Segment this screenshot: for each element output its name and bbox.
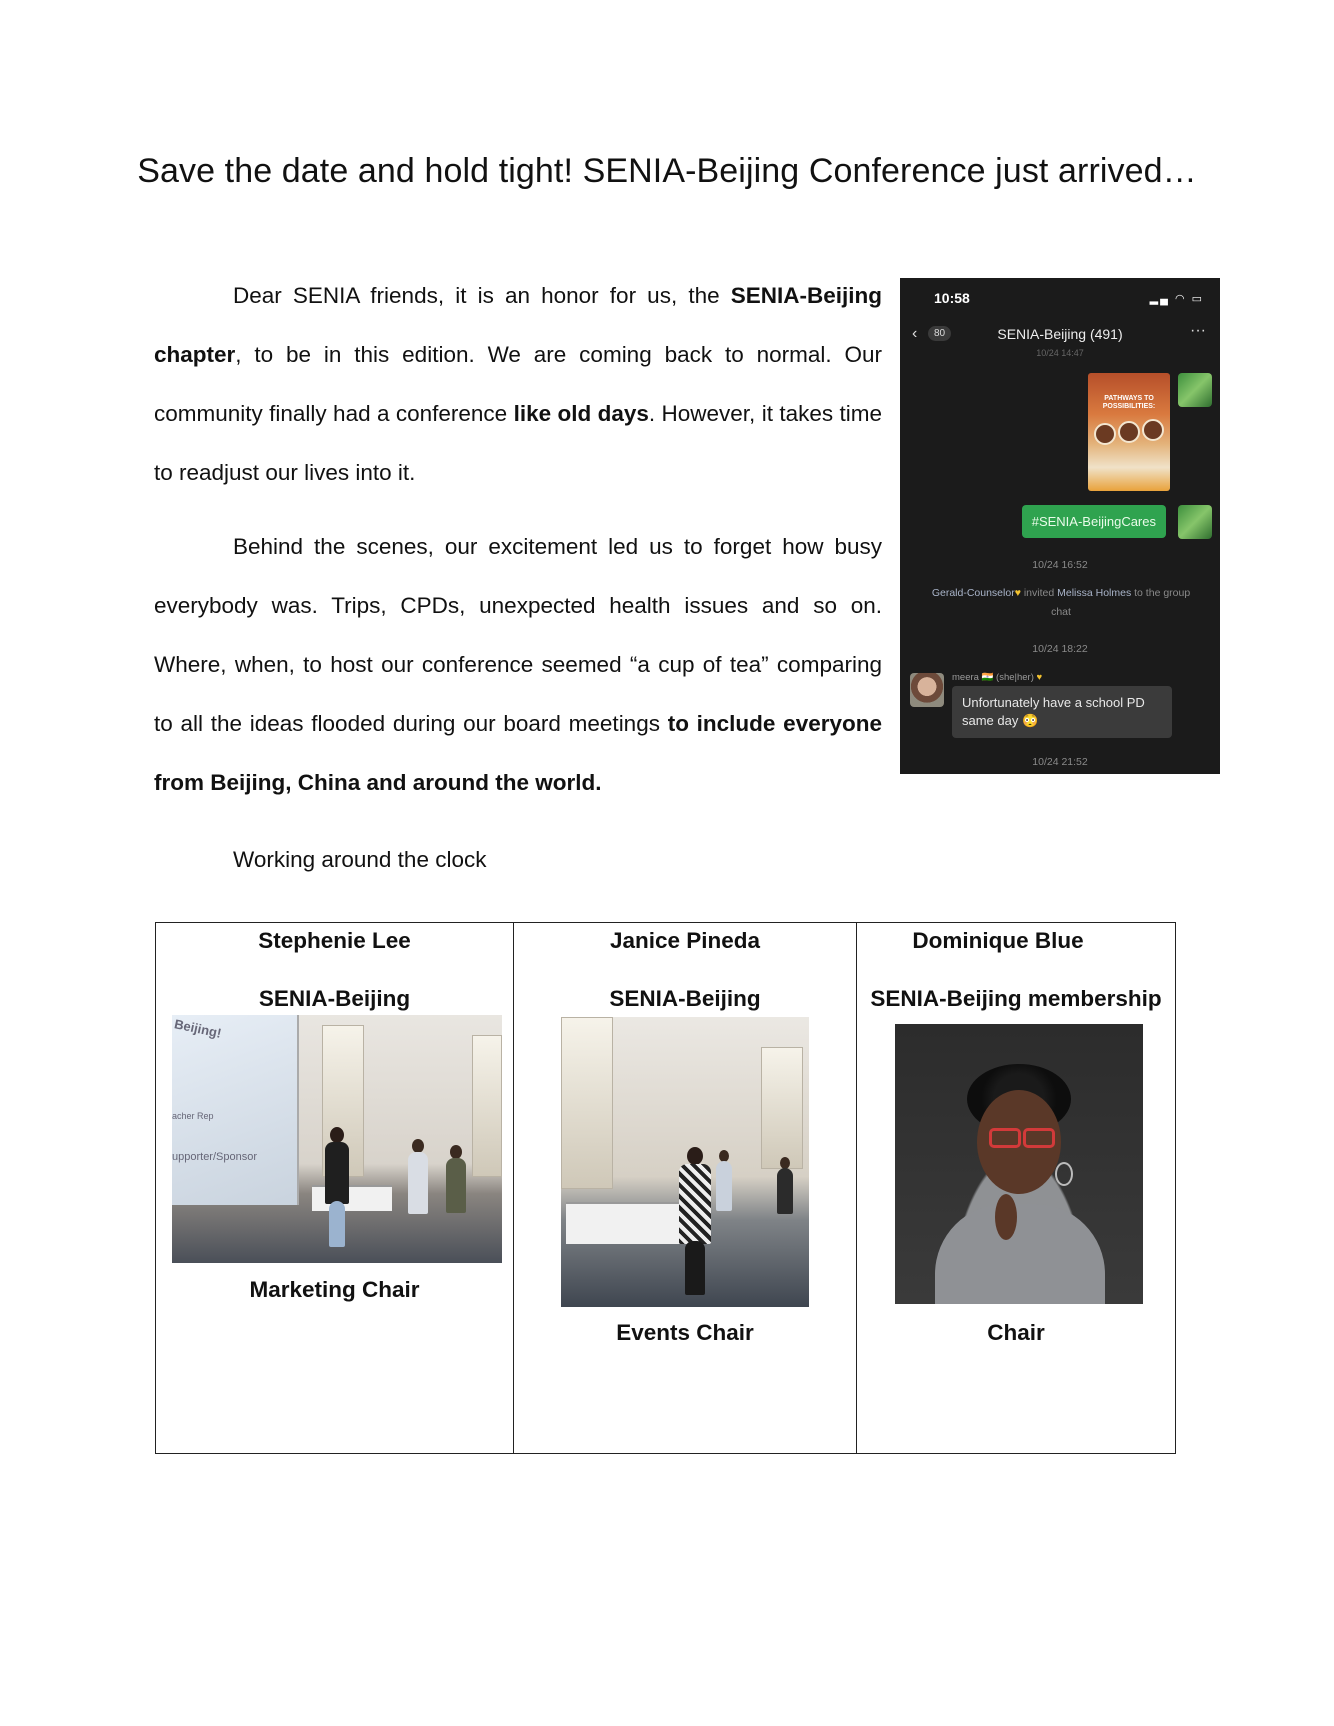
signal-wifi-battery-icon: ▂▄ ◠ ▭ [1149,293,1204,305]
timestamp: 10/24 18:22 [1032,643,1088,655]
member-name: Janice Pineda [609,928,761,953]
member-org: SENIA-Beijing membership [870,986,1162,1011]
page-title: Save the date and hold tight! SENIA-Beijing Conference just arrived… [137,152,1197,190]
status-bar [900,290,1220,310]
photo-janice-presenting [561,1017,809,1307]
status-time: 10:58 [934,290,970,306]
timestamp-cut: 10/24 14:47 [1036,348,1084,358]
team-cell-janice [514,923,857,1454]
photo-dominique-portrait [895,1024,1143,1304]
paragraph-working: Working around the clock [233,847,487,872]
chat-title: SENIA-Beijing (491) [997,326,1123,342]
team-table [155,922,1176,1454]
member-name: Stephenie Lee [258,928,411,953]
heart-icon: ♥ [1033,672,1043,683]
team-cell-dominique [857,923,1176,1454]
unread-badge: 80 [928,326,951,341]
member-role: Marketing Chair [249,1277,420,1302]
member-role: Chair [987,1320,1045,1345]
message-bubble: Unfortunately have a school PD same day 😳 [952,686,1172,738]
member-name: Dominique Blue [912,928,1084,953]
timestamp: 10/24 21:52 [1032,756,1088,768]
member-org: SENIA-Beijing [258,986,411,1011]
paragraph-behind-scenes: Behind the scenes, our excitement led us to forget how busy everybody was. Trips, CPDs, unexpected health issues and so on. Where, when, to host our conference seemed “a cup of tea” comparing to all the ideas flooded during our board meetings to include everyone from Beijing, China and around the world. [154,534,882,795]
more-icon: ··· [1190,322,1206,339]
message-bubble-hashtag: #SENIA-BeijingCares [1022,505,1166,538]
avatar [1178,373,1212,407]
team-cell-stephenie [156,923,514,1454]
chat-header [900,322,1220,350]
avatar [1178,505,1212,539]
wechat-screenshot [900,278,1220,774]
photo-stephenie-presenting: Beijing! acher Rep upporter/Sponsor [172,1015,502,1263]
system-invite-notice: Gerald-Counselor♥ invited Melissa Holmes to the group chat [931,587,1191,618]
sender-name: meera 🇮🇳 (she|her) ♥ [952,672,1043,683]
avatar [910,673,944,707]
heart-icon: ♥ [1014,587,1021,599]
paragraph-intro: Dear SENIA friends, it is an honor for us, the SENIA-Beijing chapter, to be in this edition. We are coming back to normal. Our community finally had a conference like old days. However, it takes time to readjust our lives into it. [154,283,882,485]
chevron-left-icon: ‹ [912,325,918,342]
timestamp: 10/24 16:52 [1032,559,1088,571]
member-role: Events Chair [616,1320,754,1345]
conference-poster-image: PATHWAYS TO POSSIBILITIES: [1088,373,1170,491]
member-org: SENIA-Beijing [609,986,761,1011]
